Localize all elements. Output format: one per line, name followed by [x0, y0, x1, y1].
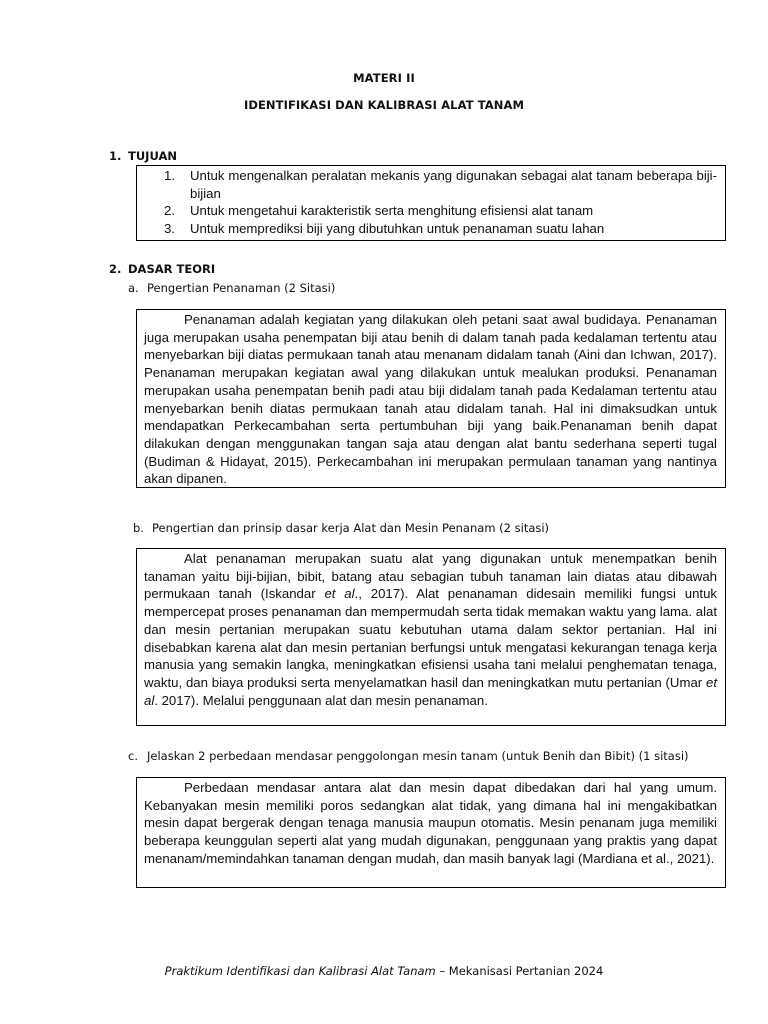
- objectives-list: [164, 167, 717, 238]
- footer-italic-text: Praktikum Identifikasi dan Kalibrasi Alat Tanam: [164, 964, 436, 978]
- list-item-text: Untuk memprediksi biji yang dibutuhkan untuk penanaman suatu lahan: [190, 221, 605, 237]
- subsection-a-letter: a.: [128, 281, 139, 295]
- paragraph-text: ., 2017). Alat penanaman didesain memiliki fungsi untuk mempercepat proses penanaman dan mempermudah serta tidak memakan waktu yang lama. alat dan mesin pertanian merupakan suatu kebutuhan utama dalam sektor pertanian. Hal ini disebabkan karena alat dan mesin pertanian berfungsi untuk mengatasi kekurangan tenaga kerja manusia yang semakin langka, meningkatkan efisiensi usaha tani melalui penghematan tenaga, waktu, dan biaya produksi serta menyelamatkan hasil dan meningkatkan mutu pertanian (Umar: [144, 586, 717, 690]
- italic-text: et al: [144, 674, 717, 708]
- subsection-b-letter: b.: [133, 521, 144, 535]
- list-item-text: Untuk mengenalkan peralatan mekanis yang digunakan sebagai alat tanam beberapa biji-bijian: [190, 168, 717, 201]
- section-2-number: 2.: [109, 262, 122, 276]
- list-item: [164, 167, 717, 202]
- list-item-number: 1.: [164, 168, 175, 183]
- subsection-c-paragraph: Perbedaan mendasar antara alat dan mesin dapat dibedakan dari hal yang umum. Kebanyakan mesin memiliki poros sedangkan alat tidak, yang dimana hal ini mengakibatkan mesin dapat bergerak dengan tenaga manusia maupun otomatis. Mesin penanam juga memiliki beberapa keunggulan seperti alat yang mudah digunakan, penggunaan yang praktis yang dapat menanam/memindahkan tanaman dengan mudah, dan masih banyak lagi (Mardiana et al., 2021).: [144, 780, 717, 866]
- section-2-title: DASAR TEORI: [128, 262, 216, 276]
- list-item: [164, 220, 717, 238]
- subsection-a-label: [128, 281, 335, 295]
- subsection-c-text: Jelaskan 2 perbedaan mendasar penggolongan mesin tanam (untuk Benih dan Bibit) (1 sitasi): [147, 749, 689, 763]
- list-item-text: Untuk mengetahui karakteristik serta menghitung efisiensi alat tanam: [190, 203, 594, 219]
- list-item: [164, 202, 717, 220]
- subsection-a-paragraph: Penanaman adalah kegiatan yang dilakukan oleh petani saat awal budidaya. Penanaman juga merupakan usaha penempatan biji atau benih di dalam tanah pada kedalaman tertentu atau menyebarkan biji diatas permukaan tanah atau menanam didalam tanah (Aini dan Ichwan, 2017). Penanaman merupakan kegiatan awal yang dilakukan untuk mealukan produksi. Penanaman merupakan usaha penempatan benih padi atau biji didalam tanah pada Kedalaman tertentu atau menyebarkan benih diatas permukaan tanah atau didalam tanah. Hal ini dimaksudkan untuk mendapatkan Perkecambahan serta pertumbuhan biji yang baik.Penanaman benih dapat dilakukan dengan menggunakan tangan saja atau dengan alat bantu sederhana seperti tugal (Budiman & Hidayat, 2015). Perkecambahan ini merupakan permulaan tanaman yang nantinya akan dipanen.: [144, 312, 717, 487]
- subsection-c-label: [128, 749, 689, 763]
- paragraph-text: Alat penanaman merupakan suatu alat yang digunakan untuk menempatkan benih tanaman yaitu biji-bijian, bibit, batang atau sebagian tubuh tanaman lain diatas atau dibawah permukaan tanah (Iskandar: [144, 551, 717, 602]
- subsection-a-box: [136, 309, 726, 488]
- footer-text: – Mekanisasi Pertanian 2024: [435, 964, 604, 978]
- section-2-heading: [109, 262, 215, 276]
- subsection-b-box: [136, 548, 726, 726]
- subsection-a-text: Pengertian Penanaman (2 Sitasi): [147, 281, 336, 295]
- section-1-heading: [109, 149, 177, 163]
- subsection-c-letter: c.: [128, 749, 138, 763]
- document-title: MATERI II: [353, 71, 415, 85]
- section-1-number: 1.: [109, 149, 122, 163]
- subsection-b-text: Pengertian dan prinsip dasar kerja Alat dan Mesin Penanam (2 sitasi): [152, 521, 550, 535]
- subsection-c-box: [136, 777, 726, 888]
- subsection-b-label: [133, 521, 549, 535]
- paragraph-text: . 2017). Melalui penggunaan alat dan mesin penanaman.: [154, 692, 488, 708]
- section-1-title: TUJUAN: [128, 149, 177, 163]
- page-footer: [0, 964, 768, 978]
- list-item-number: 2.: [164, 203, 175, 219]
- italic-text: et al: [324, 586, 355, 602]
- subsection-b-paragraph: [144, 550, 717, 709]
- list-item-number: 3.: [164, 221, 175, 237]
- objectives-box: [136, 165, 726, 241]
- document-subtitle: IDENTIFIKASI DAN KALIBRASI ALAT TANAM: [243, 98, 525, 112]
